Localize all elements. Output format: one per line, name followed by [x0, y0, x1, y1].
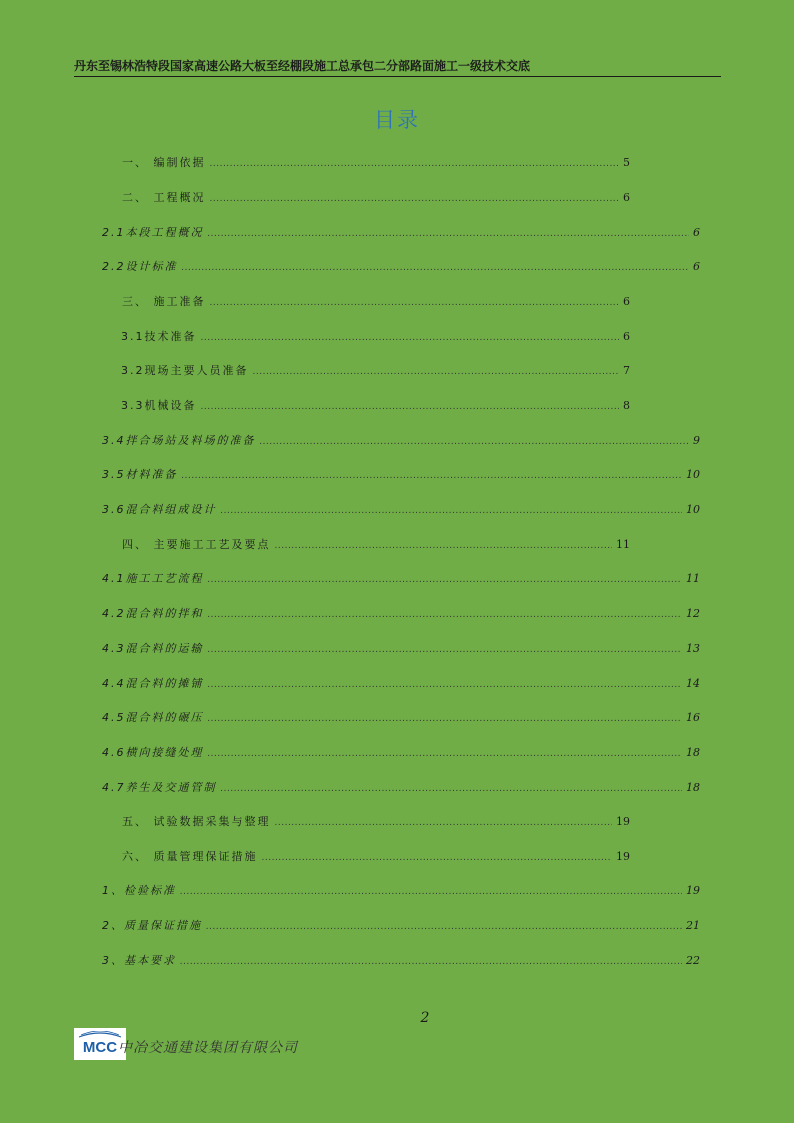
toc-entry-label: 3.1技术准备 [121, 330, 197, 343]
toc-entry-label: 二、 工程概况 [122, 191, 206, 204]
toc-entry[interactable] [102, 502, 700, 518]
toc-entry-page: 11 [616, 538, 630, 551]
toc-entry-page: 6 [623, 330, 630, 343]
toc-entry[interactable] [102, 259, 700, 275]
toc-entry-label: 五、 试验数据采集与整理 [122, 815, 271, 828]
toc-entry-label: 2.1本段工程概况 [102, 226, 204, 239]
toc-entry-label: 3.6混合料组成设计 [102, 503, 217, 516]
toc-leader-dots [262, 850, 613, 866]
toc-leader-dots [221, 781, 683, 797]
toc-leader-dots [208, 642, 683, 658]
toc-entry[interactable] [102, 710, 700, 726]
toc-title: 目录 [374, 108, 420, 132]
toc-leader-dots [208, 711, 683, 727]
toc-entry-label: 3.3机械设备 [121, 399, 197, 412]
company-name: 中冶交通建设集团有限公司 [118, 1040, 298, 1056]
toc-entry-label: 四、 主要施工工艺及要点 [122, 538, 271, 551]
toc-entry[interactable] [121, 329, 630, 345]
toc-leader-dots [210, 295, 620, 311]
toc-entry-page: 10 [686, 468, 700, 481]
toc-entry[interactable] [102, 745, 700, 761]
toc-entry-label: 六、 质量管理保证措施 [122, 850, 258, 863]
toc-entry-page: 19 [616, 850, 630, 863]
toc-leader-dots [275, 538, 613, 554]
toc-entry[interactable] [102, 571, 700, 587]
toc-leader-dots [201, 330, 620, 346]
toc-leader-dots [180, 884, 682, 900]
toc-entry[interactable] [102, 433, 700, 449]
toc-entry-page: 21 [686, 919, 700, 932]
toc-leader-dots [182, 260, 690, 276]
toc-leader-dots [208, 607, 683, 623]
toc-leader-dots [260, 434, 690, 450]
toc-entry[interactable] [122, 849, 630, 865]
toc-entry[interactable] [122, 155, 630, 171]
toc-leader-dots [253, 364, 620, 380]
toc-entry-page: 5 [623, 156, 630, 169]
toc-entry-label: 4.6横向接缝处理 [102, 746, 204, 759]
toc-entry[interactable] [102, 676, 700, 692]
toc-entry-page: 9 [693, 434, 700, 447]
toc-entry[interactable] [102, 953, 700, 969]
toc-entry-page: 6 [623, 295, 630, 308]
toc-entry-page: 10 [686, 503, 700, 516]
toc-leader-dots [208, 572, 683, 588]
document-header: 丹东至锡林浩特段国家高速公路大板至经棚段施工总承包二分部路面施工一级技术交底 [74, 57, 721, 77]
toc-entry-page: 22 [686, 954, 700, 967]
toc-entry-label: 一、 编制依据 [122, 156, 206, 169]
toc-leader-dots [208, 226, 690, 242]
toc-entry-page: 12 [686, 607, 700, 620]
toc-entry-page: 8 [623, 399, 630, 412]
toc-entry[interactable] [122, 190, 630, 206]
toc-entry[interactable] [122, 537, 630, 553]
toc-entry-label: 1、检验标准 [102, 884, 176, 897]
toc-entry[interactable] [102, 225, 700, 241]
toc-leader-dots [201, 399, 620, 415]
toc-entry-page: 6 [623, 191, 630, 204]
toc-entry[interactable] [122, 294, 630, 310]
toc-entry-page: 7 [623, 364, 630, 377]
toc-entry-label: 4.3混合料的运输 [102, 642, 204, 655]
toc-leader-dots [275, 815, 613, 831]
toc-entry-label: 3.2现场主要人员准备 [121, 364, 249, 377]
toc-entry[interactable] [102, 641, 700, 657]
toc-leader-dots [180, 954, 682, 970]
toc-entry-label: 3、基本要求 [102, 954, 176, 967]
toc-entry[interactable] [121, 363, 630, 379]
page-number: 2 [420, 1010, 430, 1026]
toc-entry-label: 2、质量保证措施 [102, 919, 202, 932]
toc-entry[interactable] [102, 467, 700, 483]
toc-entry-page: 11 [686, 572, 700, 585]
toc-entry[interactable] [121, 398, 630, 414]
toc-entry-page: 18 [686, 781, 700, 794]
toc-entry[interactable] [102, 780, 700, 796]
toc-leader-dots [208, 746, 683, 762]
toc-entry[interactable] [102, 918, 700, 934]
toc-entry-page: 16 [686, 711, 700, 724]
toc-leader-dots [221, 503, 683, 519]
toc-leader-dots [206, 919, 682, 935]
toc-entry-label: 三、 施工准备 [122, 295, 206, 308]
toc-entry-page: 19 [686, 884, 700, 897]
toc-entry[interactable] [102, 606, 700, 622]
toc-entry-page: 19 [616, 815, 630, 828]
toc-leader-dots [210, 156, 620, 172]
toc-entry-label: 4.1施工工艺流程 [102, 572, 204, 585]
toc-entry-label: 4.7养生及交通管制 [102, 781, 217, 794]
toc-entry-page: 6 [693, 260, 700, 273]
toc-entry-page: 18 [686, 746, 700, 759]
toc-entry[interactable] [102, 883, 700, 899]
toc-entry-label: 2.2设计标准 [102, 260, 178, 273]
toc-leader-dots [210, 191, 620, 207]
toc-entry-label: 4.5混合料的碾压 [102, 711, 204, 724]
toc-entry[interactable] [122, 814, 630, 830]
toc-entry-page: 13 [686, 642, 700, 655]
toc-entry-label: 4.2混合料的拌和 [102, 607, 204, 620]
toc-entry-label: 3.5材料准备 [102, 468, 178, 481]
toc-leader-dots [182, 468, 683, 484]
toc-entry-page: 14 [686, 677, 700, 690]
toc-entry-label: 3.4拌合场站及料场的准备 [102, 434, 256, 447]
toc-entry-page: 6 [693, 226, 700, 239]
logo-lettering: MCC [82, 1039, 118, 1056]
toc-leader-dots [208, 677, 683, 693]
toc-entry-label: 4.4混合料的摊铺 [102, 677, 204, 690]
